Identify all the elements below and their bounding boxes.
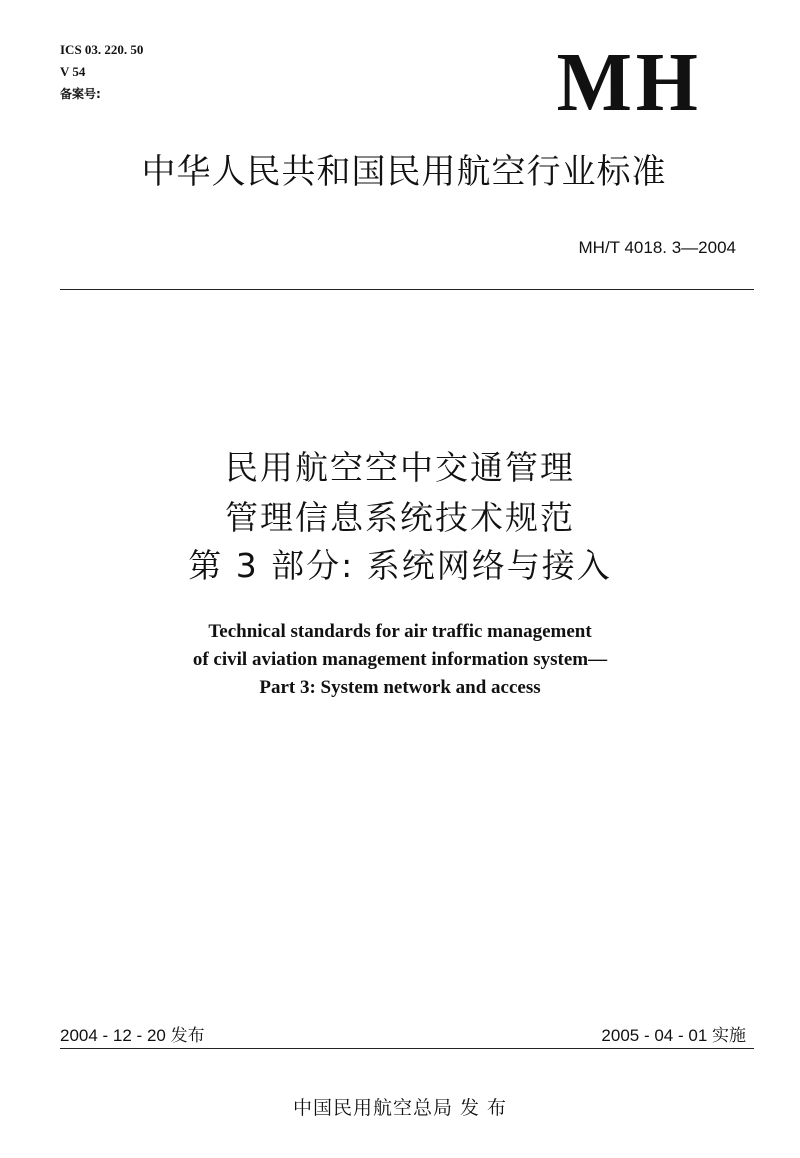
chinese-title-line-1: 民用航空空中交通管理 [225, 448, 575, 487]
standard-number: MH/T 4018. 3—2004 [578, 238, 736, 257]
english-title-line-2: of civil aviation management information system— [192, 649, 608, 670]
filing-number-label: 备案号: [60, 87, 101, 101]
mh-logo: MH [557, 36, 702, 129]
ccs-code: V 54 [60, 64, 86, 79]
top-divider [60, 289, 754, 290]
industry-standard-title: 中华人民共和国民用航空行业标准 [141, 152, 667, 192]
ics-code: ICS 03. 220. 50 [60, 42, 144, 57]
chinese-title-line-3: 第 3 部分: 系统网络与接入 [188, 546, 612, 585]
chinese-title-line-2: 管理信息系统技术规范 [225, 498, 575, 537]
english-title-line-1: Technical standards for air traffic management [208, 621, 592, 642]
english-title-line-3: Part 3: System network and access [259, 677, 541, 698]
implementation-date: 2005 - 04 - 01 实施 [601, 1026, 746, 1045]
bottom-divider [60, 1048, 754, 1049]
issue-date: 2004 - 12 - 20 发布 [60, 1026, 205, 1045]
publisher: 中国民用航空总局 发 布 [292, 1097, 508, 1119]
